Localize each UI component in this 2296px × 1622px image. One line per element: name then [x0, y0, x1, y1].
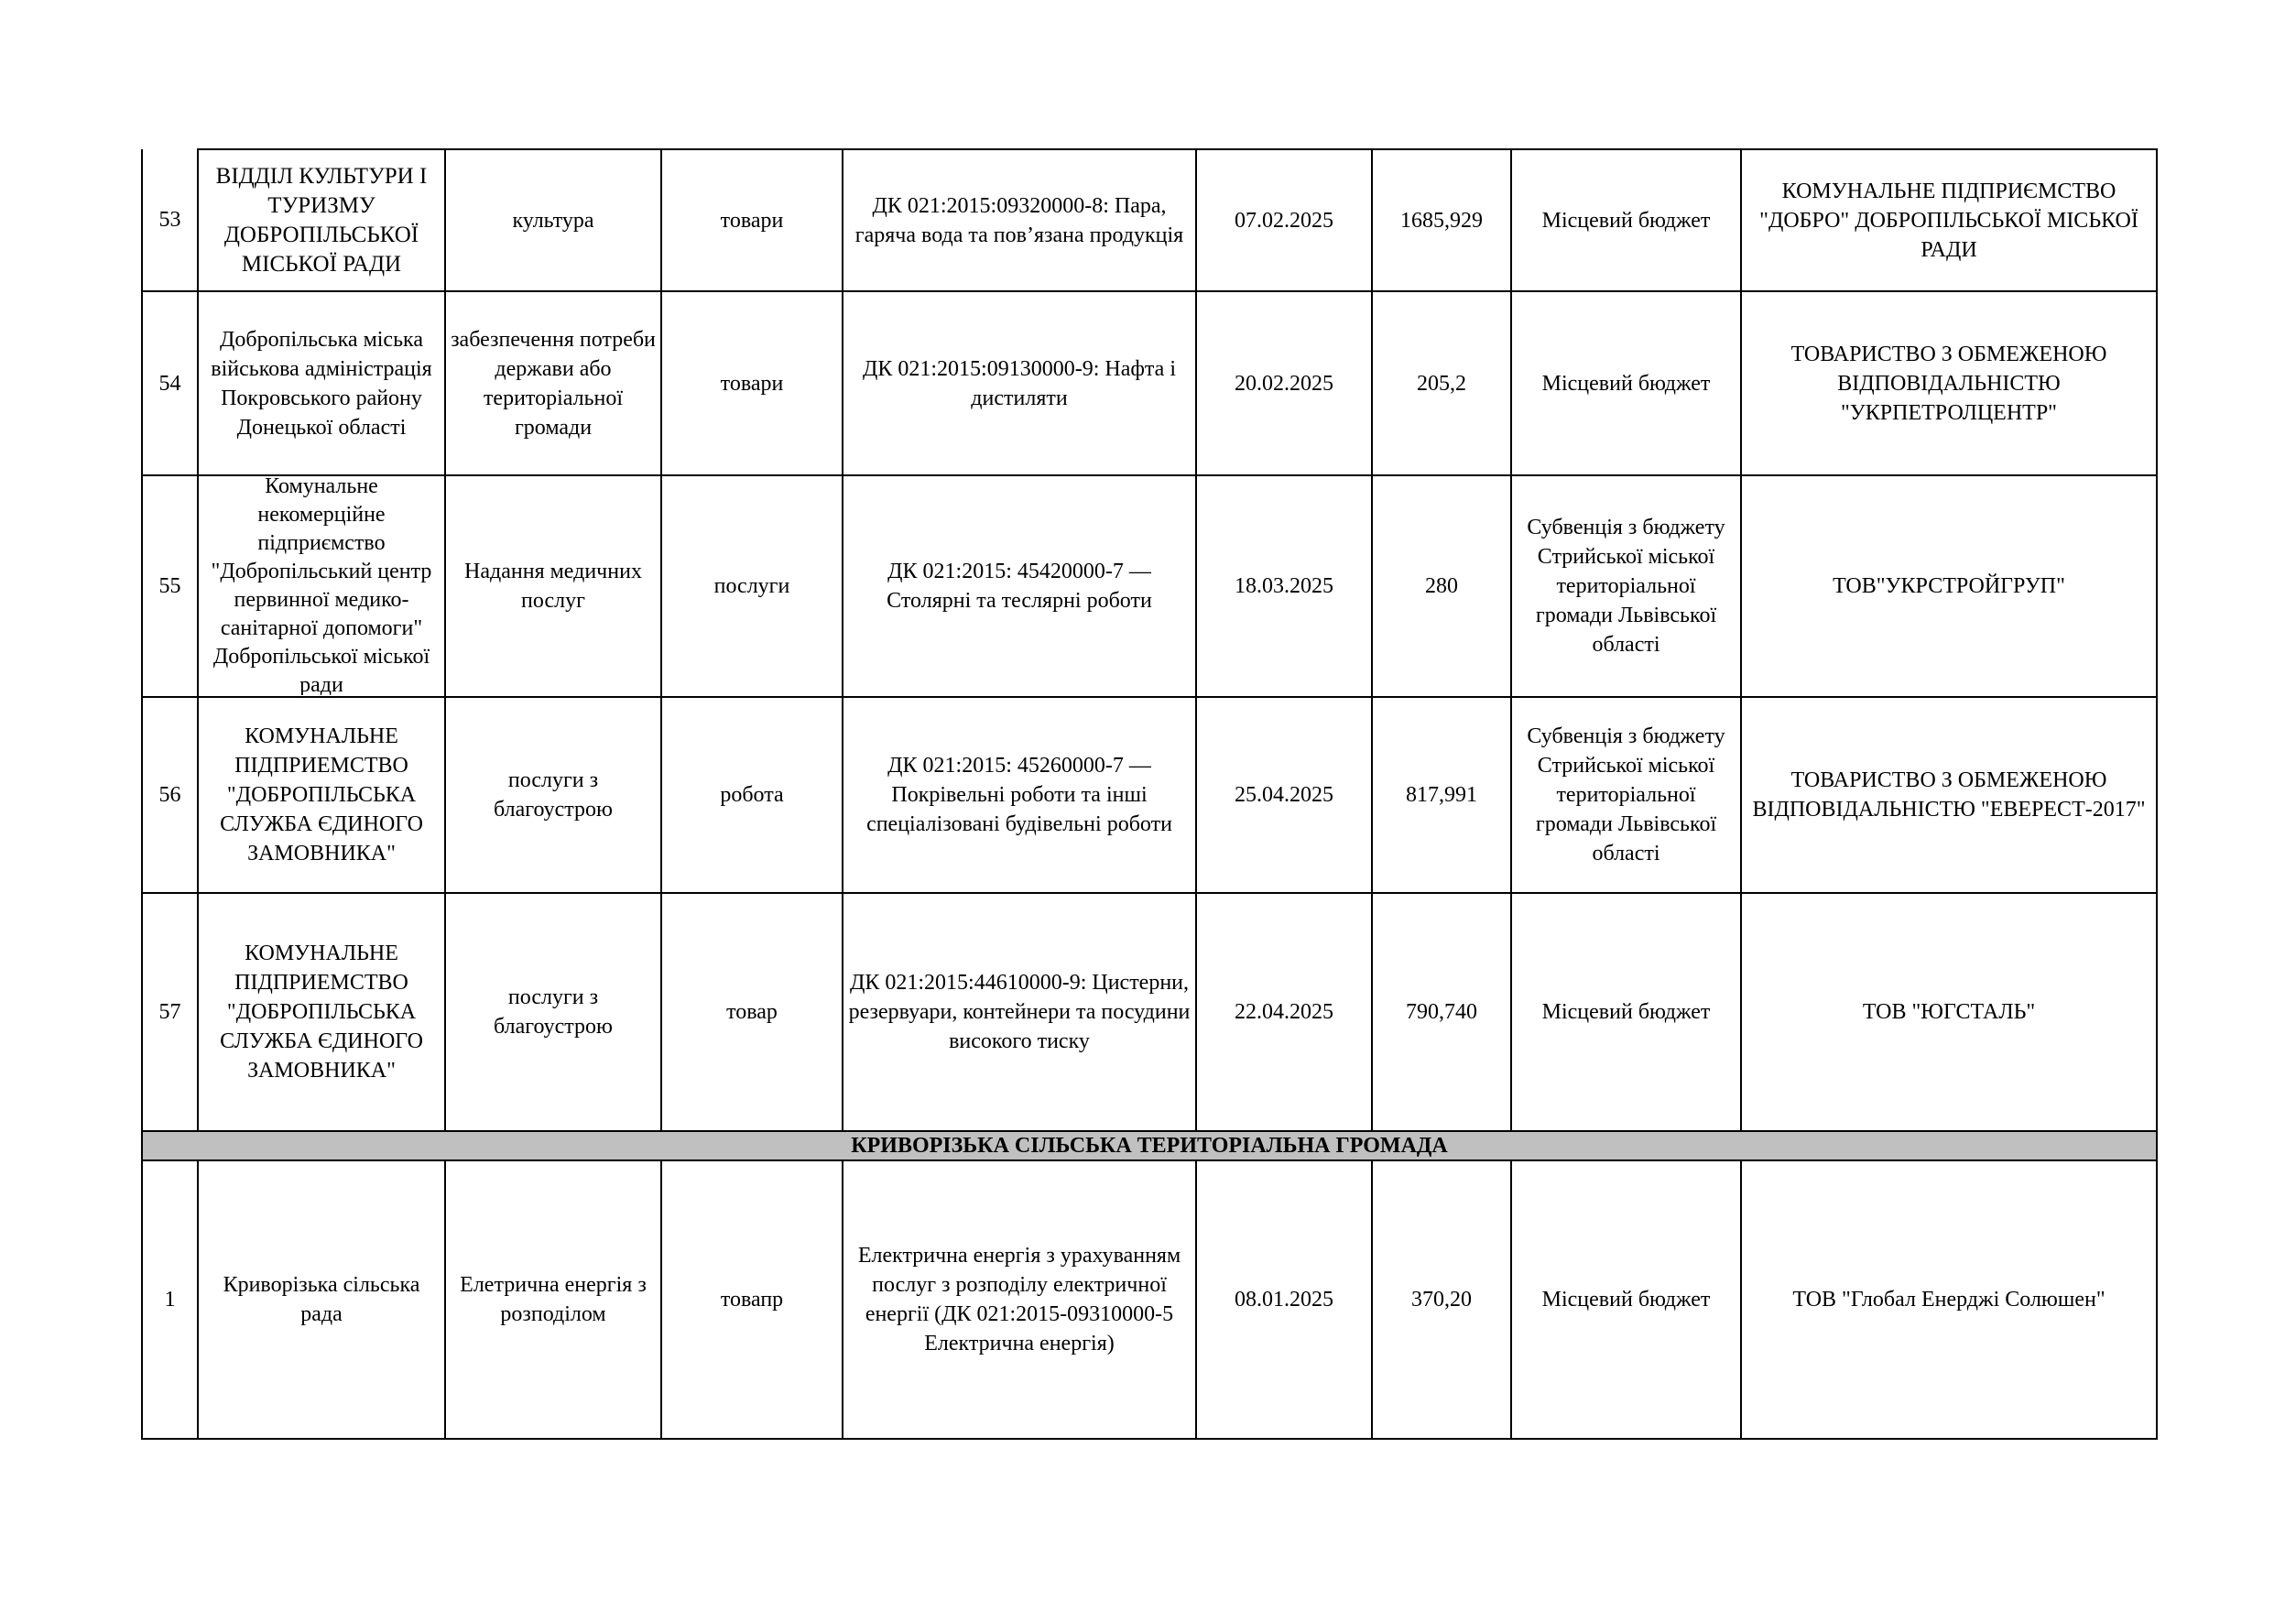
funding-source-cell: Субвенція з бюджету Стрийської міської територіальної громади Львівської області	[1511, 475, 1741, 697]
amount-cell: 205,2	[1372, 291, 1511, 475]
table-row	[142, 893, 2157, 1131]
row-number-cell: 57	[142, 893, 198, 1131]
subject-cell: ДК 021:2015:09130000-9: Нафта і дистиляти	[843, 291, 1196, 475]
purpose-cell: Надання медичних послуг	[445, 475, 661, 697]
amount-cell: 280	[1372, 475, 1511, 697]
purpose-cell: культура	[445, 149, 661, 291]
funding-source-cell: Місцевий бюджет	[1511, 291, 1741, 475]
row-number-cell: 56	[142, 697, 198, 893]
row-number-cell: 54	[142, 291, 198, 475]
table-row	[142, 697, 2157, 893]
purpose-cell: Елетрична енергія з розподілом	[445, 1160, 661, 1439]
customer-text: Комунальне некомерційне підприємство "Добропільський центр первинної медико-санітарної допомоги" Добропільської міської ради	[211, 477, 432, 695]
contractor-cell: ТОВАРИСТВО З ОБМЕЖЕНОЮ ВІДПОВІДАЛЬНІСТЮ "УКРПЕТРОЛЦЕНТР"	[1741, 291, 2157, 475]
date-cell: 25.04.2025	[1196, 697, 1372, 893]
subject-cell: Електрична енергія з урахуванням послуг з розподілу електричної енергії (ДК 021:2015-09310000-5 Електрична енергія)	[843, 1160, 1196, 1439]
subject-cell: ДК 021:2015:44610000-9: Цистерни, резервуари, контейнери та посудини високого тиску	[843, 893, 1196, 1131]
purpose-cell: послуги з благоустрою	[445, 697, 661, 893]
funding-source-cell: Місцевий бюджет	[1511, 1160, 1741, 1439]
table-row	[142, 1160, 2157, 1439]
type-cell: товар	[661, 893, 843, 1131]
table-row	[142, 291, 2157, 475]
customer-cell: КОМУНАЛЬНЕ ПІДПРИЕМСТВО "ДОБРОПІЛЬСЬКА СЛУЖБА ЄДИНОГО ЗАМОВНИКА"	[198, 697, 445, 893]
type-cell: послуги	[661, 475, 843, 697]
amount-cell: 790,740	[1372, 893, 1511, 1131]
type-cell: робота	[661, 697, 843, 893]
procurement-table	[141, 148, 2158, 1440]
table-row	[142, 475, 2157, 697]
purpose-cell: послуги з благоустрою	[445, 893, 661, 1131]
table-row	[142, 149, 2157, 291]
date-cell: 08.01.2025	[1196, 1160, 1372, 1439]
section-header-row	[142, 1131, 2157, 1160]
date-cell: 20.02.2025	[1196, 291, 1372, 475]
contractor-cell: ТОВ"УКРСТРОЙГРУП"	[1741, 475, 2157, 697]
date-cell: 22.04.2025	[1196, 893, 1372, 1131]
amount-cell: 1685,929	[1372, 149, 1511, 291]
customer-cell	[198, 475, 445, 697]
date-cell: 18.03.2025	[1196, 475, 1372, 697]
funding-source-cell: Місцевий бюджет	[1511, 149, 1741, 291]
subject-cell: ДК 021:2015: 45260000-7 — Покрівельні роботи та інші спеціалізовані будівельні роботи	[843, 697, 1196, 893]
purpose-cell: забезпечення потреби держави або територіальної громади	[445, 291, 661, 475]
amount-cell: 370,20	[1372, 1160, 1511, 1439]
subject-cell: ДК 021:2015:09320000-8: Пара, гаряча вода та пов’язана продукція	[843, 149, 1196, 291]
date-cell: 07.02.2025	[1196, 149, 1372, 291]
funding-source-cell: Місцевий бюджет	[1511, 893, 1741, 1131]
type-cell: товари	[661, 149, 843, 291]
contractor-cell: ТОВАРИСТВО З ОБМЕЖЕНОЮ ВІДПОВІДАЛЬНІСТЮ "ЕВЕРЕСТ-2017"	[1741, 697, 2157, 893]
row-number-cell: 55	[142, 475, 198, 697]
row-number-cell: 1	[142, 1160, 198, 1439]
customer-cell: Криворізька сільська рада	[198, 1160, 445, 1439]
contractor-cell: КОМУНАЛЬНЕ ПІДПРИЄМСТВО "ДОБРО" ДОБРОПІЛЬСЬКОЇ МІСЬКОЇ РАДИ	[1741, 149, 2157, 291]
section-title: КРИВОРІЗЬКА СІЛЬСЬКА ТЕРИТОРІАЛЬНА ГРОМАДА	[142, 1131, 2157, 1160]
funding-source-cell: Субвенція з бюджету Стрийської міської територіальної громади Львівської області	[1511, 697, 1741, 893]
amount-cell: 817,991	[1372, 697, 1511, 893]
row-number-cell: 53	[142, 149, 198, 291]
type-cell: товари	[661, 291, 843, 475]
customer-cell: КОМУНАЛЬНЕ ПІДПРИЕМСТВО "ДОБРОПІЛЬСЬКА СЛУЖБА ЄДИНОГО ЗАМОВНИКА"	[198, 893, 445, 1131]
contractor-cell: ТОВ "ЮГСТАЛЬ"	[1741, 893, 2157, 1131]
type-cell: товапр	[661, 1160, 843, 1439]
subject-cell: ДК 021:2015: 45420000-7 — Столярні та теслярні роботи	[843, 475, 1196, 697]
customer-cell: Добропільська міська військова адміністрація Покровського району Донецької області	[198, 291, 445, 475]
contractor-cell: ТОВ "Глобал Енерджі Солюшен"	[1741, 1160, 2157, 1439]
customer-cell: ВІДДІЛ КУЛЬТУРИ І ТУРИЗМУ ДОБРОПІЛЬСЬКОЇ МІСЬКОЇ РАДИ	[198, 149, 445, 291]
